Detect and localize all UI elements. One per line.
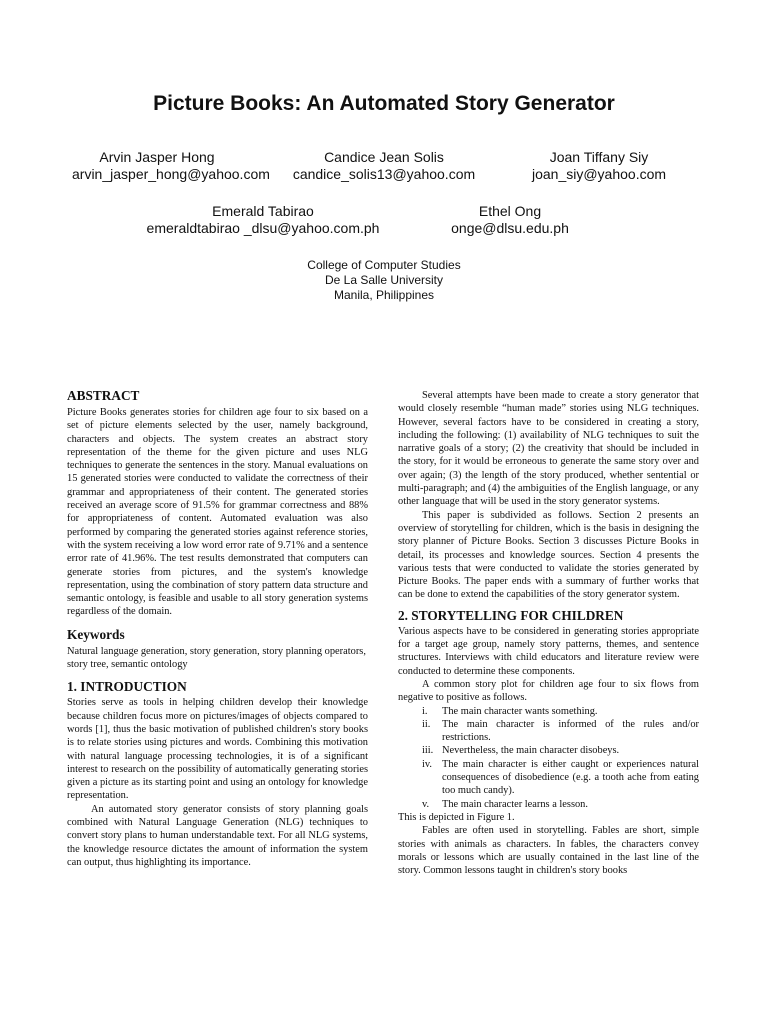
introduction-paragraph: Stories serve as tools in helping children develop their knowledge because children focus more on pictures/images of objects compared to words [1], thus the basic motivation of published children's story books is to relate stories using pictures and words. Combining this motivation with natural language processing technologies, it is of a significant interest to research on the possibility of automatically generating stories given a picture as its starting point and using an ontology for knowledge representation.: [67, 697, 368, 802]
body-paragraph: This is depicted in Figure 1.: [398, 811, 515, 823]
author-block: [146, 203, 380, 237]
list-item-number: iii.: [422, 745, 434, 757]
body-paragraph: Several attempts have been made to create a story generator that would closely resemble “human made” stories using NLG techniques. However, several factors have to be considered in creating a story, including the following: (1) availability of NLG techniques to suit the narrative goals of a story; (2) the creativity that should be included in the story, for it would be erroneous to generate the same story over and over again; (3) the length of the story produced, whether sentential or multi-paragraph; and (4) the ambiguities of the English language, or any other language that will be used in the story generator systems.: [398, 390, 699, 508]
body-paragraph: A common story plot for children age four to six flows from negative to positive as follows.: [398, 678, 699, 704]
list-item-text: The main character wants something.: [442, 705, 598, 717]
list-item-text: The main character is informed of the rules and/or restrictions.: [442, 718, 699, 744]
list-item-number: i.: [422, 705, 428, 717]
affiliation-location: Manila, Philippines: [333, 288, 435, 302]
list-item: [422, 758, 699, 798]
list-item-text: The main character learns a lesson.: [442, 798, 588, 810]
list-item-number: iv.: [422, 758, 433, 770]
author-email: arvin_jasper_hong@yahoo.com: [72, 166, 270, 182]
affiliation-university: De La Salle University: [324, 273, 444, 287]
author-block: [445, 203, 575, 237]
affiliation: [0, 258, 768, 303]
list-item-number: v.: [422, 798, 430, 810]
author-name: Emerald Tabirao: [212, 203, 314, 219]
author-block: [289, 149, 479, 183]
author-name: Arvin Jasper Hong: [99, 149, 215, 165]
author-block: [72, 149, 270, 183]
author-name: Candice Jean Solis: [324, 149, 444, 165]
section-2-heading: 2. STORYTELLING FOR CHILDREN: [398, 607, 624, 623]
left-column: [67, 388, 368, 869]
abstract-text: Picture Books generates stories for children age four to six based on a set of picture elements selected by the user, namely background, characters and objects. The system creates an abstract story representation of the theme for the given picture and uses NLG techniques to generate the sentences in the story. Manual evaluations on 15 generated stories were conducted to validate the correctness of their grammar and appropriateness of their content. The generated stories received an average score of 91.5% for grammar correctness and 88% for appropriateness of content. Automated evaluation was also performed by comparing the generated stories against reference stories, with the system receiving a low word error rate of 9.71% and a sentence error rate of 41.96%. The test results demonstrated that computers can generate stories from pictures, and the system's knowledge representation, using the combination of story pattern data structure and semantic ontology, is feasible and usable to all story generation systems regardless of the domain.: [67, 407, 368, 618]
keywords-heading: Keywords: [67, 626, 125, 642]
list-item: [422, 705, 699, 718]
author-block: [522, 149, 676, 183]
author-name: Joan Tiffany Siy: [549, 149, 649, 165]
list-item-text: Nevertheless, the main character disobeys.: [442, 745, 620, 757]
abstract-heading: ABSTRACT: [67, 388, 140, 403]
body-paragraph: This paper is subdivided as follows. Section 2 presents an overview of storytelling for children, which is the basis in designing the story planner of Picture Books. Section 3 discusses Picture Books in detail, its processes and knowledge sources. Section 4 presents the various tests that were conducted to validate the stories generated by Picture Books. The paper ends with a summary of further works that can be done to extend the capabilities of the story generator system.: [398, 509, 699, 601]
list-item: [422, 744, 699, 757]
author-email: emeraldtabirao _dlsu@yahoo.com.ph: [146, 220, 380, 236]
right-column: [398, 389, 699, 877]
author-email: onge@dlsu.edu.ph: [451, 220, 569, 236]
author-email: candice_solis13@yahoo.com: [292, 166, 476, 182]
author-email: joan_siy@yahoo.com: [531, 166, 667, 182]
list-item-text: The main character is either caught or experiences natural consequences of disobedience (e.g. a tooth ache from eating too much candy).: [442, 758, 699, 797]
body-paragraph: Fables are often used in storytelling. Fables are short, simple stories with animals as characters. In fables, the characters convey morals or lessons which are usually contained in the last line of the story. Common lessons taught in children's story books: [398, 825, 699, 877]
story-plot-list: [398, 705, 699, 811]
introduction-paragraph: An automated story generator consists of story planning goals combined with Natural Language Generation (NLG) techniques to convert story plans to human understandable text. For all NLG systems, the knowledge resource dictates the amount of information the system can output, thus highlighting its importance.: [67, 803, 368, 868]
list-item: [422, 718, 699, 745]
keywords-text: Natural language generation, story generation, story planning operators, story tree, semantic ontology: [67, 645, 366, 671]
list-item-number: ii.: [422, 718, 431, 730]
paper-title: Picture Books: An Automated Story Generator: [153, 92, 615, 115]
introduction-heading: 1. INTRODUCTION: [67, 679, 187, 695]
affiliation-college: College of Computer Studies: [307, 258, 461, 272]
author-name: Ethel Ong: [478, 203, 542, 219]
body-paragraph: Various aspects have to be considered in generating stories appropriate for a target age group, namely story patterns, themes, and sentence structures. Interviews with child educators and literature review were conducted to determine these components.: [398, 625, 699, 677]
list-item: [422, 798, 699, 811]
